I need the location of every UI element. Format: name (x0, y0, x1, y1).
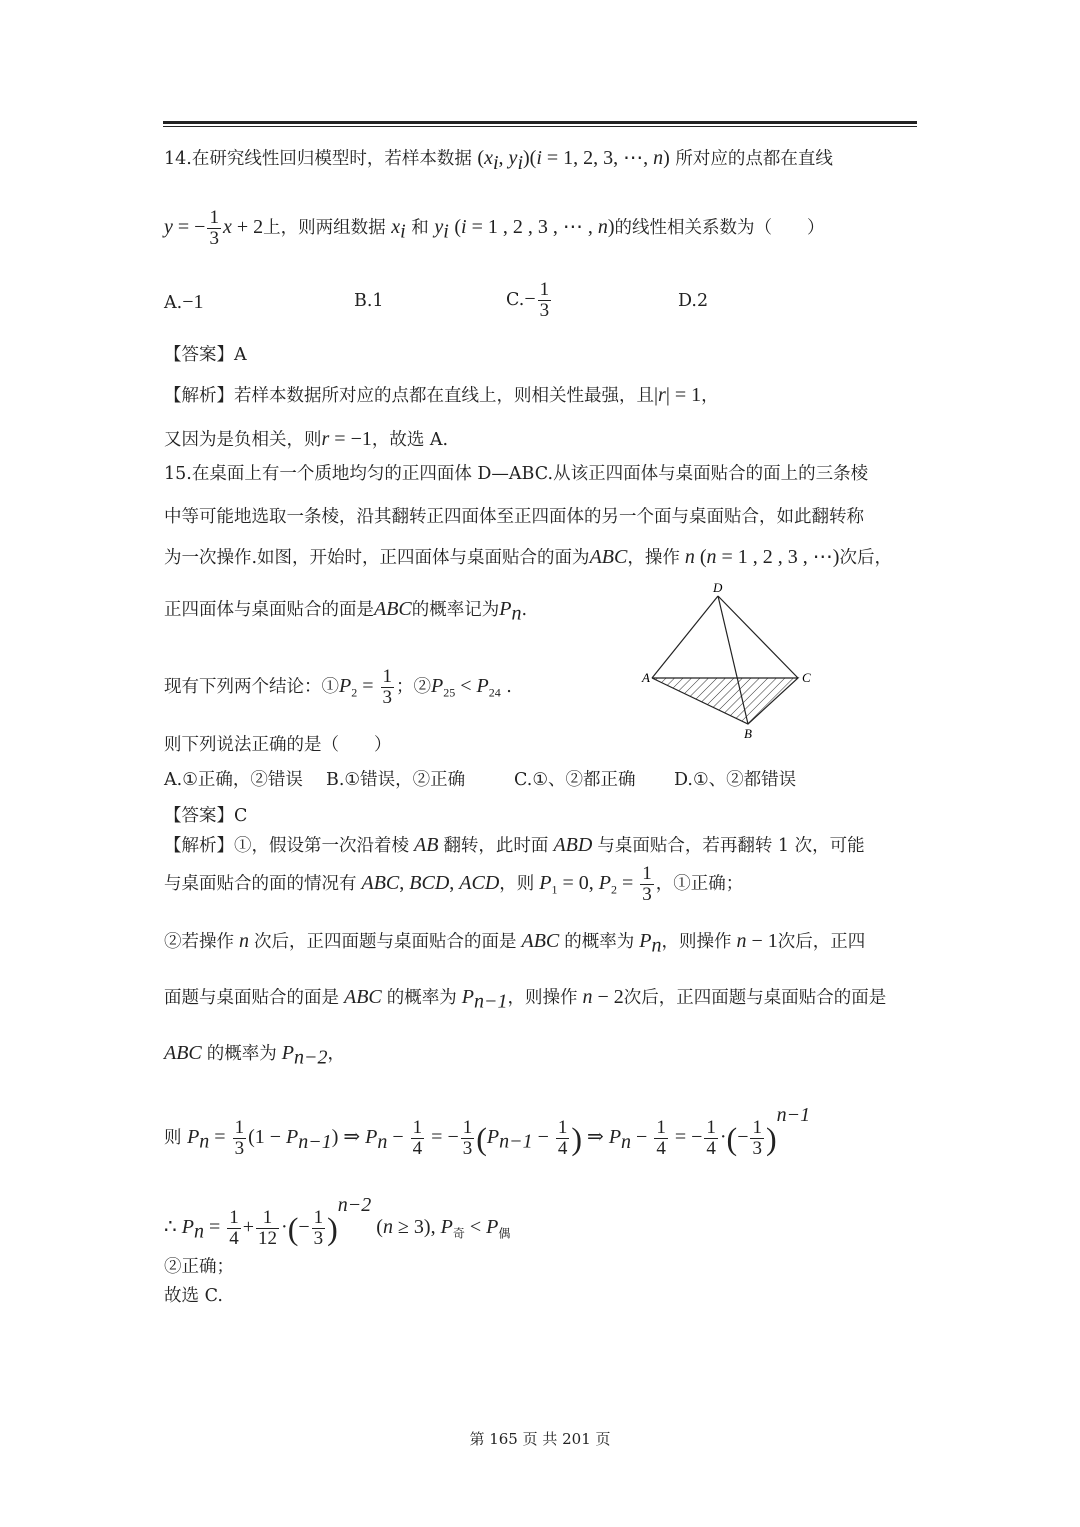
q15-analysis-line2: 与桌面贴合的面的情况有 ABC, BCD, ACD，则 $P_1 = 0$, $P_2$ = $\frac{1}{3}$ ，①正确； (164, 863, 744, 905)
q15-analysis-line3: ②若操作 n 次后，正四面题与桌面贴合的面是 ABC 的概率为 $P_n$，则操作 n − 1次后，正四 (164, 930, 866, 957)
q15-option-a: A.①正确，②错误 (164, 770, 303, 790)
q15-formula-closed: ∴ $P_n$ = $\frac{1}{4}$ + $\frac{1}{12}$ ·(− $\frac{1}{3}$ )$^{n-2}$ (n ≥ 3), $P_奇 < P_偶$ (164, 1194, 511, 1249)
header-rule-thin (163, 126, 917, 127)
tetrahedron-figure (630, 578, 830, 748)
q15-stem-line2: 中等可能地选取一条棱，沿其翻转正四面体至正四面体的另一个面与桌面贴合，如此翻转称 (164, 507, 864, 527)
label-b: B (744, 726, 752, 741)
q14-stem-line1: 14.在研究线性回归模型时，若样本数据 ($x_i$, $y_i)(i = 1$, 2, 3, ⋯, n) 所对应的点都在直线 (164, 147, 833, 174)
label-a: A (642, 670, 650, 685)
q15-stem-line4: 正四面体与桌面贴合的面是ABC的概率记为$P_n$. (164, 598, 528, 625)
q15-conclusions: 现有下列两个结论：$①P_2$ = $\frac{1}{3}$ ；$②P_{25} < P_{24}$ . (164, 666, 512, 708)
q15-stem-line1: 15.在桌面上有一个质地均匀的正四面体 D—ABC.从该正四面体与桌面贴合的面上的三条棱 (164, 464, 869, 484)
q15-analysis-line4: 面题与桌面贴合的面是 ABC 的概率为 $P_{n-1}$，则操作 n − 2次后，正四面题与桌面贴合的面是 (164, 986, 887, 1013)
q14-option-d: D.2 (678, 291, 709, 311)
edge-dc (718, 596, 798, 678)
q14-option-b: B.1 (354, 291, 384, 311)
q15-option-b: B.①错误，②正确 (326, 770, 466, 790)
q15-analysis-line8: ②正确； (164, 1257, 234, 1277)
q15-stem-line3: 为一次操作.如图，开始时，正四面体与桌面贴合的面为ABC，操作 n (n = 1 , 2 , 3 , ⋯)次后， (164, 546, 892, 568)
q14-option-a: A.−1 (164, 291, 204, 313)
q15-analysis-line5: ABC 的概率为 $P_{n-2}$， (164, 1042, 345, 1069)
q14-stem-line2: y = − $\frac{1}{3}$ x + 2上，则两组数据 $x_i$ 和 $y_i$ (i = 1 , 2 , 3 , ⋯ , n)的线性相关系数为（ ） (164, 207, 825, 249)
q15-analysis-line1: 【解析】①，假设第一次沿着棱 AB 翻转，此时面 ABD 与桌面贴合，若再翻转 1 次，可能 (164, 834, 865, 856)
q15-question: 则下列说法正确的是（ ） (164, 735, 392, 755)
q14-answer: 【答案】A (164, 345, 247, 365)
q14-analysis-line1: 【解析】若样本数据所对应的点都在直线上，则相关性最强，且|r| = 1， (164, 384, 719, 406)
q14-option-c: C.− $\frac{1}{3}$ (506, 279, 550, 321)
q15-option-d: D.①、②都错误 (674, 770, 797, 790)
label-d: D (713, 580, 723, 595)
base-face-abc (652, 678, 798, 724)
q15-formula-recurrence: 则 $P_n$ = $\frac{1}{3}$ $(1 - P_{n-1})$ ⇒ $P_n$ − $\frac{1}{4}$ = − $\frac{1}{3}$ ($P_{n-1}$ − $\frac{1}{4}$ ) ⇒ $P_n$ − $\frac{1}{4}$ = − $\frac{1}{4}$ ·(− $\frac{1}{3}$ )$^{n-1}$ (164, 1104, 811, 1159)
q15-answer: 【答案】C (164, 806, 248, 826)
q15-option-c: C.①、②都正确 (514, 770, 636, 790)
page-footer: 第 165 页 共 201 页 (469, 1430, 611, 1448)
q14-analysis-line2: 又因为是负相关，则r = −1，故选 A. (164, 428, 449, 450)
edge-da (652, 596, 718, 678)
label-c: C (802, 670, 811, 685)
q15-analysis-line9: 故选 C. (164, 1286, 223, 1306)
header-rule-thick (163, 121, 917, 124)
